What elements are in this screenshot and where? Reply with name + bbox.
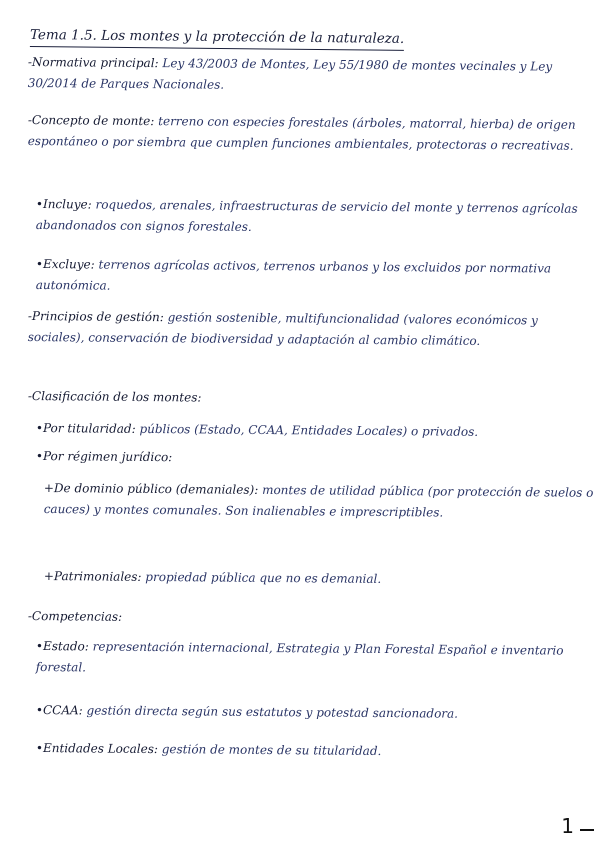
section-regimen bbox=[36, 446, 596, 467]
concepto-text: terreno con especies forestales (árboles, matorral, hierba) de origen espontáneo o por siembra que cumplen funciones ambientales, protectoras o recreativas. bbox=[27, 114, 576, 153]
normativa-text: Ley 43/2003 de Montes, Ley 55/1980 de montes vecinales y Ley 30/2014 de Parques Nacionales. bbox=[27, 56, 553, 92]
section-titularidad bbox=[36, 418, 596, 439]
ccaa-text: gestión directa según sus estatutos y potestad sancionadora. bbox=[82, 703, 459, 721]
section-locales bbox=[36, 738, 596, 759]
titularidad-text: públicos (Estado, CCAA, Entidades Locales) o privados. bbox=[135, 421, 479, 439]
estado-text: representación internacional, Estrategia y Plan Forestal Español e inventario forestal. bbox=[35, 639, 564, 675]
excluye-head: •Excluye: bbox=[35, 256, 95, 272]
section-patrimoniales bbox=[44, 566, 596, 587]
page-title: Tema 1.5. Los montes y la protección de la naturaleza. bbox=[30, 26, 404, 51]
incluye-head: •Incluye: bbox=[35, 196, 92, 212]
concepto-head: -Concepto de monte: bbox=[27, 112, 155, 129]
section-competencias bbox=[28, 606, 596, 627]
normativa-head: -Normativa principal: bbox=[27, 54, 159, 71]
dominio-text: montes de utilidad pública (por protección de suelos o cauces) y montes comunales. Son inalienables e imprescriptibles. bbox=[43, 482, 594, 520]
excluye-text: terrenos agrícolas activos, terrenos urbanos y los excluidos por normativa autonómica. bbox=[35, 257, 552, 293]
page-number: 1 bbox=[561, 814, 594, 838]
section-estado bbox=[36, 636, 596, 678]
patrimoniales-text: propiedad pública que no es demanial. bbox=[141, 569, 382, 586]
section-ccaa bbox=[36, 700, 596, 721]
regimen-head: •Por régimen jurídico: bbox=[35, 448, 173, 465]
clasificacion-head: -Clasificación de los montes: bbox=[27, 388, 202, 405]
ccaa-head: •CCAA: bbox=[35, 702, 83, 718]
dominio-head: +De dominio público (demaniales): bbox=[43, 480, 259, 497]
section-normativa bbox=[28, 52, 596, 94]
patrimoniales-head: +Patrimoniales: bbox=[43, 568, 142, 584]
locales-text: gestión de montes de su titularidad. bbox=[157, 742, 382, 759]
incluye-text: roquedos, arenales, infraestructuras de servicio del monte y terrenos agrícolas abandonados con signos forestales. bbox=[35, 197, 578, 234]
competencias-head: -Competencias: bbox=[27, 608, 123, 624]
principios-text: gestión sostenible, multifuncionalidad (valores económicos y sociales), conservación de biodiversidad y adaptación al cambio climático. bbox=[27, 310, 538, 348]
section-clasificacion bbox=[28, 386, 596, 407]
section-incluye bbox=[36, 194, 596, 236]
section-dominio bbox=[44, 478, 596, 520]
titularidad-head: •Por titularidad: bbox=[35, 420, 136, 436]
locales-head: •Entidades Locales: bbox=[35, 740, 159, 757]
principios-head: -Principios de gestión: bbox=[27, 308, 164, 325]
section-excluye bbox=[36, 254, 596, 296]
title-container bbox=[30, 24, 450, 47]
section-concepto bbox=[28, 110, 596, 152]
estado-head: •Estado: bbox=[35, 638, 89, 654]
section-principios bbox=[28, 306, 596, 348]
